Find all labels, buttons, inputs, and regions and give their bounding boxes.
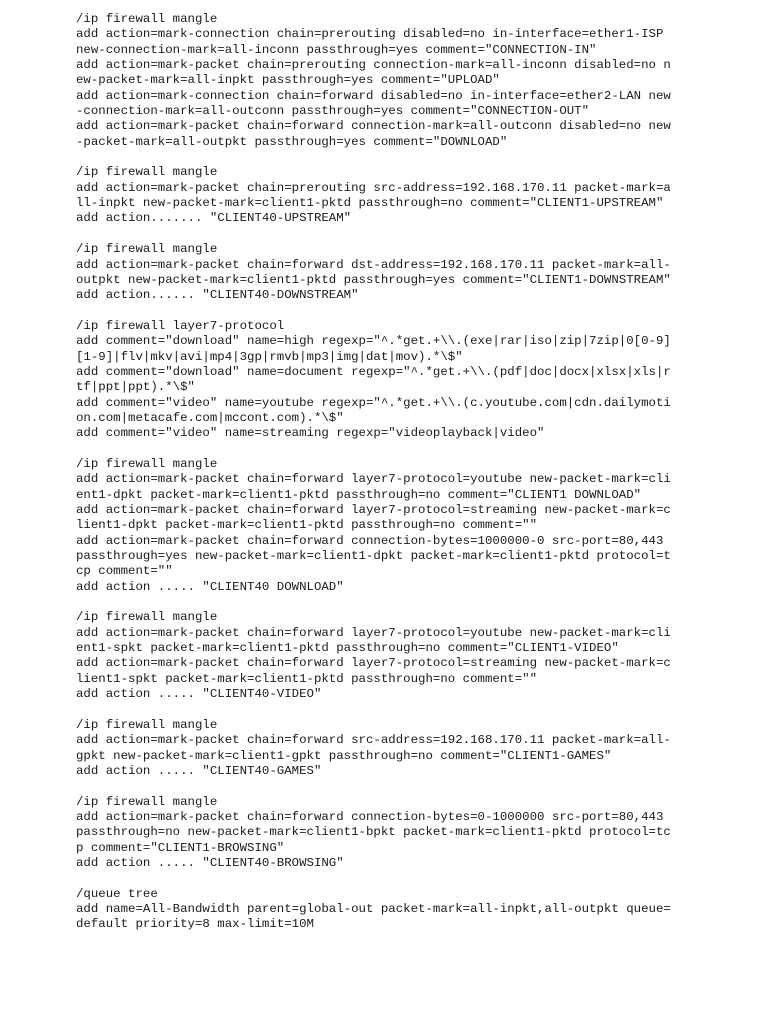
code-line: add comment="download" name=high regexp="^.*get.+\\.(exe|rar|iso|zip|7zip|0[0-9] bbox=[76, 334, 671, 349]
code-line: -packet-mark=all-outpkt passthrough=yes comment="DOWNLOAD" bbox=[76, 134, 508, 149]
section-header: /ip firewall layer7-protocol bbox=[76, 318, 285, 333]
layer7-protocol-block bbox=[76, 319, 676, 442]
code-line: add action=mark-packet chain=prerouting src-address=192.168.170.11 packet-mark=a bbox=[76, 180, 671, 195]
code-line: add action....... "CLIENT40-UPSTREAM" bbox=[76, 211, 352, 226]
code-line: add action ..... "CLIENT40 DOWNLOAD" bbox=[76, 579, 344, 594]
code-line: gpkt new-packet-mark=client1-gpkt passthrough=no comment="CLIENT1-GAMES" bbox=[76, 748, 612, 763]
code-line: new-connection-mark=all-inconn passthrough=yes comment="CONNECTION-IN" bbox=[76, 42, 597, 57]
code-line: add action=mark-packet chain=prerouting connection-mark=all-inconn disabled=no n bbox=[76, 58, 671, 73]
code-line: default priority=8 max-limit=10M bbox=[76, 917, 314, 932]
code-line: lient1-spkt packet-mark=client1-pktd passthrough=no comment="" bbox=[76, 671, 538, 686]
code-line: passthrough=no new-packet-mark=client1-bpkt packet-mark=client1-pktd protocol=tc bbox=[76, 825, 671, 840]
code-line: outpkt new-packet-mark=client1-pktd passthrough=yes comment="CLIENT1-DOWNSTREAM" bbox=[76, 272, 671, 287]
code-line: on.com|metacafe.com|mccont.com).*\$" bbox=[76, 410, 344, 425]
code-line: add comment="download" name=document regexp="^.*get.+\\.(pdf|doc|docx|xlsx|xls|r bbox=[76, 364, 671, 379]
code-line: ll-inpkt new-packet-mark=client1-pktd passthrough=no comment="CLIENT1-UPSTREAM" bbox=[76, 196, 664, 211]
code-line: add action ..... "CLIENT40-VIDEO" bbox=[76, 687, 322, 702]
code-line: add comment="video" name=youtube regexp="^.*get.+\\.(c.youtube.com|cdn.dailymoti bbox=[76, 395, 671, 410]
code-line: -connection-mark=all-outconn passthrough=yes comment="CONNECTION-OUT" bbox=[76, 104, 590, 119]
code-line: add action=mark-packet chain=forward layer7-protocol=youtube new-packet-mark=cli bbox=[76, 625, 671, 640]
section-header: /ip firewall mangle bbox=[76, 12, 218, 26]
code-line: lient1-dpkt packet-mark=client1-pktd passthrough=no comment="" bbox=[76, 518, 538, 533]
mangle-download-block bbox=[76, 457, 676, 595]
mangle-connection-block bbox=[76, 12, 676, 150]
section-header: /ip firewall mangle bbox=[76, 456, 218, 471]
code-line: add action=mark-packet chain=forward src-address=192.168.170.11 packet-mark=all- bbox=[76, 733, 671, 748]
code-line: add action=mark-packet chain=forward connection-mark=all-outconn disabled=no new bbox=[76, 119, 671, 134]
section-header: /ip firewall mangle bbox=[76, 794, 218, 809]
mangle-video-block bbox=[76, 610, 676, 702]
code-line: add action ..... "CLIENT40-BROWSING" bbox=[76, 855, 344, 870]
code-line: ent1-spkt packet-mark=client1-pktd passthrough=no comment="CLIENT1-VIDEO" bbox=[76, 641, 619, 656]
code-line: add action=mark-packet chain=forward connection-bytes=1000000-0 src-port=80,443 bbox=[76, 533, 664, 548]
code-line: ent1-dpkt packet-mark=client1-pktd passthrough=no comment="CLIENT1 DOWNLOAD" bbox=[76, 487, 642, 502]
code-line: add action=mark-packet chain=forward layer7-protocol=streaming new-packet-mark=c bbox=[76, 656, 671, 671]
code-line: add action=mark-packet chain=forward connection-bytes=0-1000000 src-port=80,443 bbox=[76, 809, 664, 824]
code-line: add comment="video" name=streaming regexp="videoplayback|video" bbox=[76, 426, 545, 441]
code-line: add action=mark-connection chain=forward disabled=no in-interface=ether2-LAN new bbox=[76, 88, 671, 103]
code-line: add action=mark-packet chain=forward layer7-protocol=youtube new-packet-mark=cli bbox=[76, 472, 671, 487]
mangle-browsing-block bbox=[76, 795, 676, 872]
mangle-games-block bbox=[76, 718, 676, 779]
code-line: tf|ppt|ppt).*\$" bbox=[76, 380, 195, 395]
section-header: /ip firewall mangle bbox=[76, 610, 218, 625]
code-line: ew-packet-mark=all-inpkt passthrough=yes comment="UPLOAD" bbox=[76, 73, 500, 88]
section-header: /ip firewall mangle bbox=[76, 165, 218, 180]
code-line: add action ..... "CLIENT40-GAMES" bbox=[76, 763, 322, 778]
section-header: /ip firewall mangle bbox=[76, 717, 218, 732]
section-header: /ip firewall mangle bbox=[76, 242, 218, 257]
code-line: add name=All-Bandwidth parent=global-out packet-mark=all-inpkt,all-outpkt queue= bbox=[76, 901, 671, 916]
code-line: [1-9]|flv|mkv|avi|mp4|3gp|rmvb|mp3|img|dat|mov).*\$" bbox=[76, 349, 463, 364]
code-line: add action=mark-packet chain=forward layer7-protocol=streaming new-packet-mark=c bbox=[76, 503, 671, 517]
queue-tree-block bbox=[76, 887, 676, 933]
code-line: add action=mark-connection chain=prerouting disabled=no in-interface=ether1-ISP bbox=[76, 27, 664, 42]
code-line: passthrough=yes new-packet-mark=client1-dpkt packet-mark=client1-pktd protocol=t bbox=[76, 549, 671, 564]
code-line: add action...... "CLIENT40-DOWNSTREAM" bbox=[76, 288, 359, 303]
code-line: cp comment="" bbox=[76, 564, 173, 579]
code-line: p comment="CLIENT1-BROWSING" bbox=[76, 840, 285, 855]
mangle-upstream-block bbox=[76, 165, 676, 226]
code-line: add action=mark-packet chain=forward dst-address=192.168.170.11 packet-mark=all- bbox=[76, 257, 671, 272]
config-document bbox=[76, 12, 676, 948]
section-header: /queue tree bbox=[76, 886, 158, 901]
mangle-downstream-block bbox=[76, 242, 676, 303]
